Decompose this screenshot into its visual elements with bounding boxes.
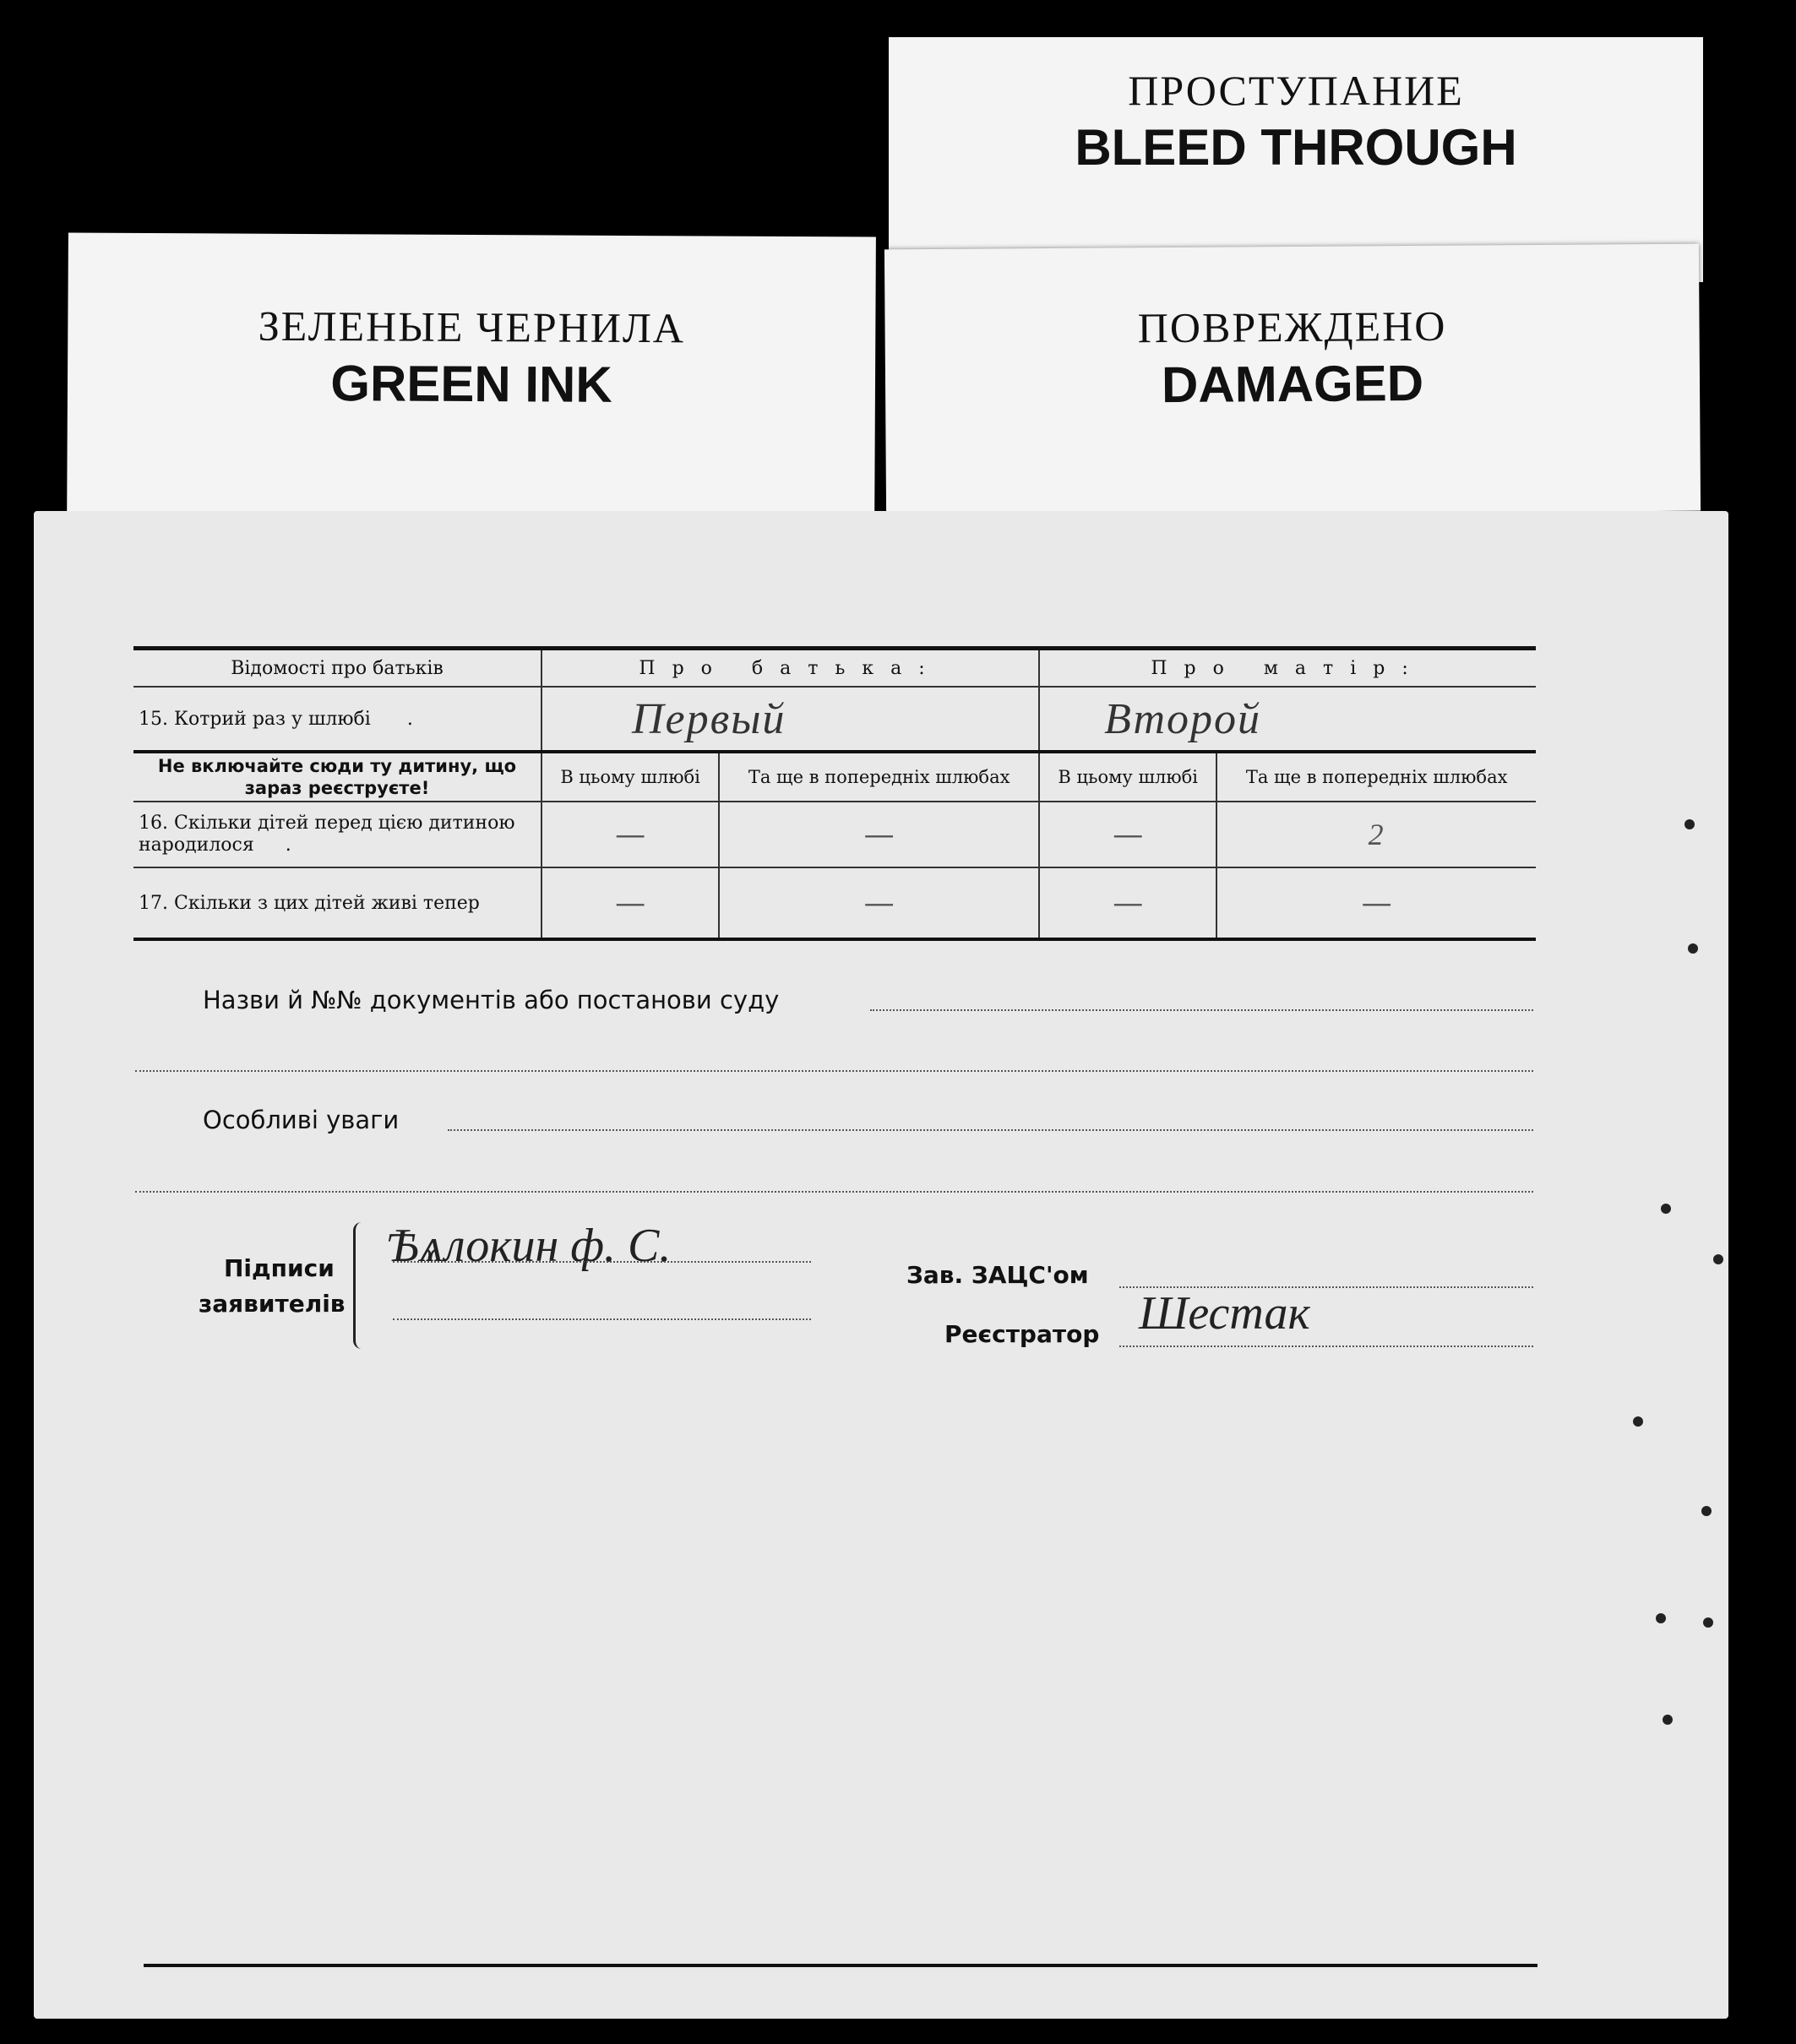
registrar-label: Реєстратор xyxy=(944,1320,1100,1348)
label-card-damaged xyxy=(884,244,1701,517)
documents-line-2 xyxy=(135,1070,1533,1072)
applicants-label-2: заявителів xyxy=(199,1290,346,1318)
damage-hole xyxy=(1713,1254,1723,1264)
applicants-label-1: Підписи xyxy=(224,1254,335,1282)
damage-hole xyxy=(1688,943,1698,954)
row15-father-cell xyxy=(542,687,1039,752)
row15-dots: . xyxy=(406,708,413,730)
row15-label-cell xyxy=(133,687,542,752)
damage-hole xyxy=(1663,1715,1673,1725)
row17-value: — xyxy=(1039,867,1216,939)
row16-label-cell xyxy=(133,802,542,867)
row16-value: — xyxy=(542,802,719,867)
damage-hole xyxy=(1633,1416,1643,1427)
row16-label: 16. Скільки дітей перед цією дитиною народилося xyxy=(139,813,515,856)
row16-value: — xyxy=(719,802,1039,867)
damage-hole xyxy=(1703,1617,1713,1628)
documents-label: Назви й №№ документів або постанови суду xyxy=(203,986,780,1014)
applicant-sig-line-1 xyxy=(393,1261,811,1263)
damage-hole xyxy=(1661,1204,1671,1214)
damage-hole xyxy=(1684,819,1695,829)
exclude-child-note: Не включайте сюди ту дитину, що зараз реєструєте! xyxy=(133,752,542,802)
row17-value: — xyxy=(1216,867,1536,939)
remarks-label: Особливі уваги xyxy=(203,1106,400,1134)
registrar-line xyxy=(1119,1345,1533,1347)
label-en-text: DAMAGED xyxy=(1161,354,1424,414)
label-en-text: BLEED THROUGH xyxy=(1075,119,1517,176)
subhead-mother-previous: Та ще в попередніх шлюбах xyxy=(1216,752,1536,802)
subhead-mother-this-marriage: В цьому шлюбі xyxy=(1039,752,1216,802)
row17-value: — xyxy=(542,867,719,939)
row15-mother-value: Второй xyxy=(1104,694,1262,743)
label-ru-text: ПОВРЕЖДЕНО xyxy=(1137,302,1447,352)
table-row-children-alive xyxy=(133,867,1536,939)
row17-label: 17. Скільки з цих дітей живі тепер xyxy=(133,867,542,939)
label-ru-text: ПРОСТУПАНИЕ xyxy=(1128,67,1464,114)
row16-value: — xyxy=(1039,802,1216,867)
label-en-text: GREEN INK xyxy=(330,355,612,413)
applicants-brace xyxy=(353,1222,367,1349)
header-mother: Про матір: xyxy=(1039,649,1536,688)
subhead-father-previous: Та ще в попередніх шлюбах xyxy=(719,752,1039,802)
table-row-children-born xyxy=(133,802,1536,867)
table-subheader-row xyxy=(133,752,1536,802)
applicant-sig-line-2 xyxy=(393,1318,811,1320)
head-label: Зав. ЗАЦС'ом xyxy=(906,1261,1089,1289)
row15-mother-cell xyxy=(1039,687,1536,752)
row17-value: — xyxy=(719,867,1039,939)
row15-label: 15. Котрий раз у шлюбі xyxy=(139,708,371,730)
registrar-signature: Шестак xyxy=(1139,1287,1310,1340)
subhead-father-this-marriage: В цьому шлюбі xyxy=(542,752,719,802)
bottom-rule xyxy=(144,1964,1537,1967)
damage-hole xyxy=(1656,1613,1666,1623)
damage-hole xyxy=(1701,1506,1712,1516)
row16-value: 2 xyxy=(1216,802,1536,867)
parents-info-table xyxy=(133,646,1536,941)
remarks-line xyxy=(448,1129,1533,1131)
remarks-line-2 xyxy=(135,1191,1533,1193)
label-card-green-ink xyxy=(67,232,876,532)
header-parents-info: Відомості про батьків xyxy=(133,649,542,688)
header-father: Про батька: xyxy=(542,649,1039,688)
table-header-row xyxy=(133,649,1536,688)
document-sheet xyxy=(34,511,1728,2019)
label-ru-text: ЗЕЛЕНЫЕ ЧЕРНИЛА xyxy=(258,302,686,352)
documents-line xyxy=(870,1009,1533,1011)
row15-father-value: Первый xyxy=(632,694,786,743)
row16-dots: . xyxy=(285,834,291,856)
table-row-marriage-count xyxy=(133,687,1536,752)
applicant-signature: Ѣѧлокин ф. С. xyxy=(387,1220,672,1272)
